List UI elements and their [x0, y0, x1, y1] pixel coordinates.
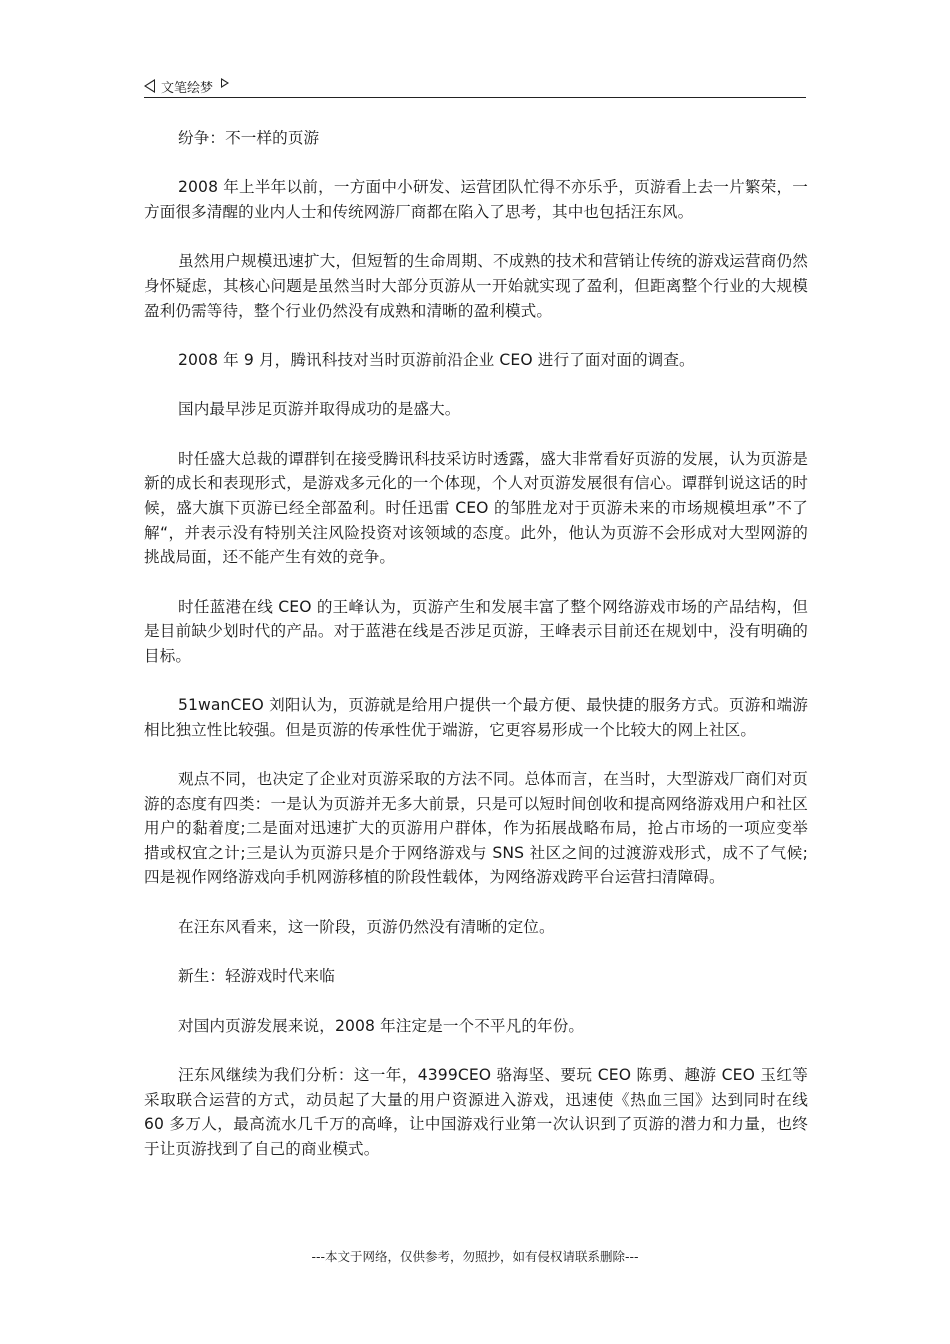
paragraph: 51wanCEO 刘阳认为，页游就是给用户提供一个最方便、最快捷的服务方式。页游和端游相比独立性比较强。但是页游的传承性优于端游，它更容易形成一个比较大的网上社区。	[144, 696, 808, 739]
paragraph: 观点不同，也决定了企业对页游采取的方法不同。总体而言，在当时，大型游戏厂商们对页游的态度有四类：一是认为页游并无多大前景，只是可以短时间创收和提高网络游戏用户和社区用户的黏着度;二是面对迅速扩大的页游用户群体，作为拓展战略布局，抢占市场的一项应变举措或权宜之计;三是认为页游只是介于网络游戏与 SNS 社区之间的过渡游戏形式，成不了气候;四是视作网络游戏向手机网游移植的阶段性载体，为网络游戏跨平台运营扫清障碍。	[144, 770, 808, 887]
triangle-right-icon	[221, 78, 229, 88]
triangle-left-icon	[144, 79, 155, 93]
document-body	[144, 126, 808, 1186]
header-divider	[144, 97, 806, 98]
paragraph: 国内最早涉足页游并取得成功的是盛大。	[178, 400, 461, 419]
paragraph: 时任蓝港在线 CEO 的王峰认为，页游产生和发展丰富了整个网络游戏市场的产品结构，但是目前缺少划时代的产品。对于蓝港在线是否涉足页游，王峰表示目前还在规划中，没有明确的目标。	[144, 597, 808, 665]
paragraph: 虽然用户规模迅速扩大，但短暂的生命周期、不成熟的技术和营销让传统的游戏运营商仍然身怀疑虑，其核心问题是虽然当时大部分页游从一开始就实现了盈利，但距离整个行业的大规模盈利仍需等待，整个行业仍然没有成熟和清晰的盈利模式。	[144, 252, 808, 320]
paragraph: 在汪东风看来，这一阶段，页游仍然没有清晰的定位。	[178, 917, 555, 936]
section-heading: 纷争：不一样的页游	[178, 129, 320, 147]
page-footer: ---本文于网络，仅供参考，勿照抄，如有侵权请联系删除---	[311, 1249, 639, 1264]
paragraph: 2008 年上半年以前，一方面中小研发、运营团队忙得不亦乐乎，页游看上去一片繁荣，一方面很多清醒的业内人士和传统网游厂商都在陷入了思考，其中也包括汪东风。	[144, 178, 808, 221]
paragraph: 汪东风继续为我们分析：这一年，4399CEO 骆海坚、要玩 CEO 陈勇、趣游 CEO 玉红等采取联合运营的方式，动员起了大量的用户资源进入游戏，迅速使《热血三国》达到同时在线 60 多万人，最高流水几千万的高峰，让中国游戏行业第一次认识到了页游的潜力和力量，也终于让页游找到了自己的商业模式。	[144, 1066, 808, 1158]
header-title: 文笔绘梦	[161, 80, 214, 96]
paragraph: 对国内页游发展来说，2008 年注定是一个不平凡的年份。	[178, 1016, 585, 1035]
section-heading: 新生：轻游戏时代来临	[178, 967, 335, 986]
paragraph: 时任盛大总裁的谭群钊在接受腾讯科技采访时透露，盛大非常看好页游的发展，认为页游是新的成长和表现形式，是游戏多元化的一个体现，个人对页游发展很有信心。谭群钊说这话的时候，盛大旗下页游已经全部盈利。时任迅雷 CEO 的邹胜龙对于页游未来的市场规模坦承”不了解“，并表示没有特别关注风险投资对该领域的态度。此外，他认为页游不会形成对大型网游的挑战局面，还不能产生有效的竞争。	[144, 449, 808, 567]
page-header	[144, 74, 806, 98]
paragraph: 2008 年 9 月，腾讯科技对当时页游前沿企业 CEO 进行了面对面的调查。	[178, 350, 695, 369]
